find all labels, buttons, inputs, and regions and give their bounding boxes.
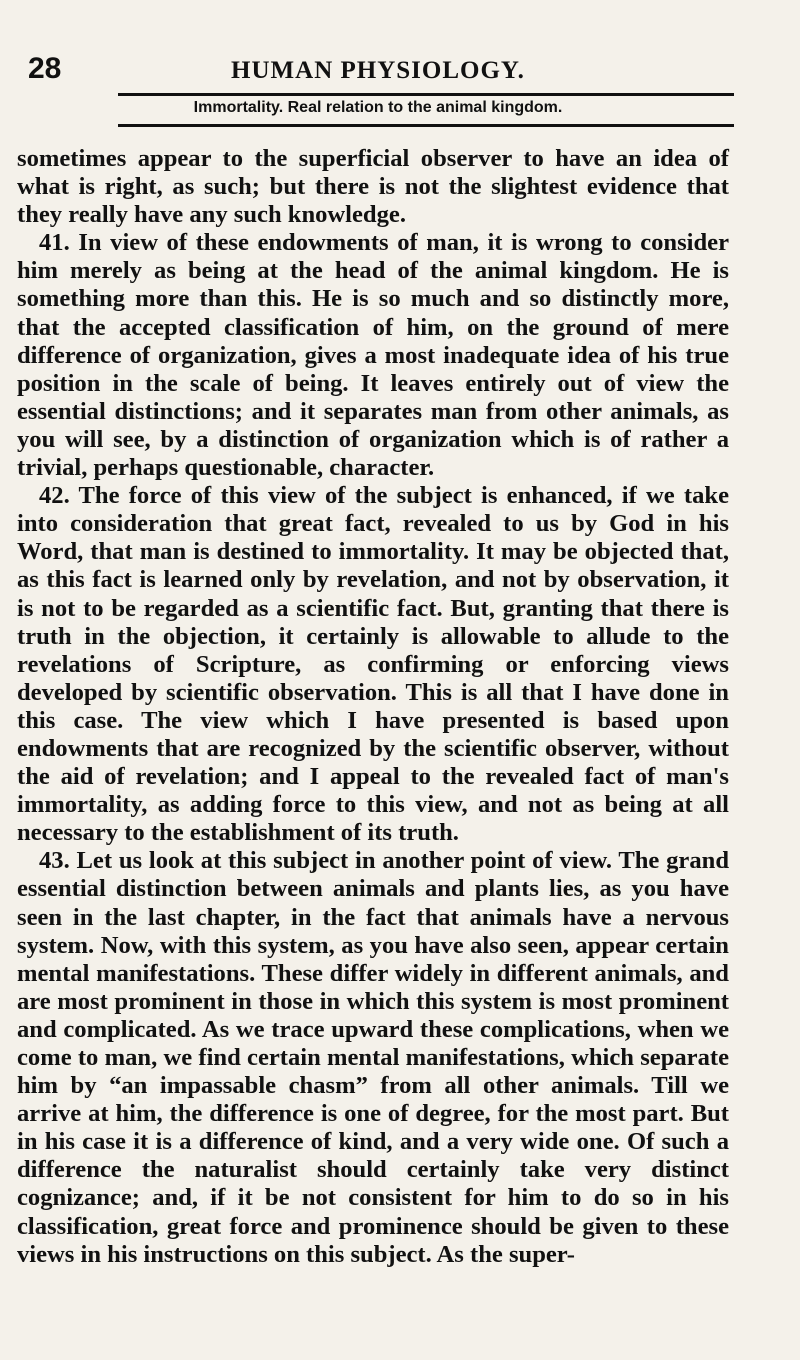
paragraph-continued: sometimes appear to the superficial observer to have an idea of what is right, as such; but there is not the slightest evidence that they really have any such knowledge. [17, 145, 729, 229]
section-subheading: Immortality. Real relation to the animal kingdom. [193, 99, 563, 116]
header-rule-bottom [118, 124, 734, 127]
running-title: HUMAN PHYSIOLOGY. [231, 57, 525, 84]
page-number: 28 [28, 52, 62, 85]
paragraph-41: 41. In view of these endowments of man, it is wrong to consider him merely as being at the head of the animal kingdom. He is something more than this. He is so much and so distinctly more, that the accepted classification of him, on the ground of mere difference of organization, gives a most inadequate idea of his true position in the scale of being. It leaves entirely out of view the essential distinctions; and it separates man from other animals, as you will see, by a distinction of organization which is of rather a trivial, perhaps questionable, character. [17, 229, 729, 482]
page-header [28, 52, 728, 92]
paragraph-42: 42. The force of this view of the subject is enhanced, if we take into consideration that great fact, revealed to us by God in his Word, that man is destined to immortality. It may be objected that, as this fact is learned only by revelation, and not by observation, it is not to be regarded as a scientific fact. But, granting that there is truth in the objection, it certainly is allowable to allude to the revelations of Scripture, as confirming or enforcing views developed by scientific observation. This is all that I have done in this case. The view which I have presented is based upon endowments that are recognized by the scientific observer, without the aid of revelation; and I appeal to the revealed fact of man's immortality, as adding force to this view, and not as being at all necessary to the establishment of its truth. [17, 482, 729, 847]
paragraph-43: 43. Let us look at this subject in another point of view. The grand essential distinction between animals and plants lies, as you have seen in the last chapter, in the fact that animals have a nervous system. Now, with this system, as you have also seen, appear certain mental manifestations. These differ widely in different animals, and are most prominent in those in which this system is most prominent and complicated. As we trace upward these complications, when we come to man, we find certain mental manifestations, which separate him by “an impassable chasm” from all other animals. Till we arrive at him, the difference is one of degree, for the most part. But in his case it is a difference of kind, and a very wide one. Of such a difference the naturalist should certainly take very distinct cognizance; and, if it be not consistent for him to do so in his classification, great force and prominence should be given to these views in his instructions on this subject. As the super- [17, 847, 729, 1268]
page [28, 52, 728, 116]
body-text [17, 145, 729, 1269]
header-rule-top [118, 93, 734, 96]
